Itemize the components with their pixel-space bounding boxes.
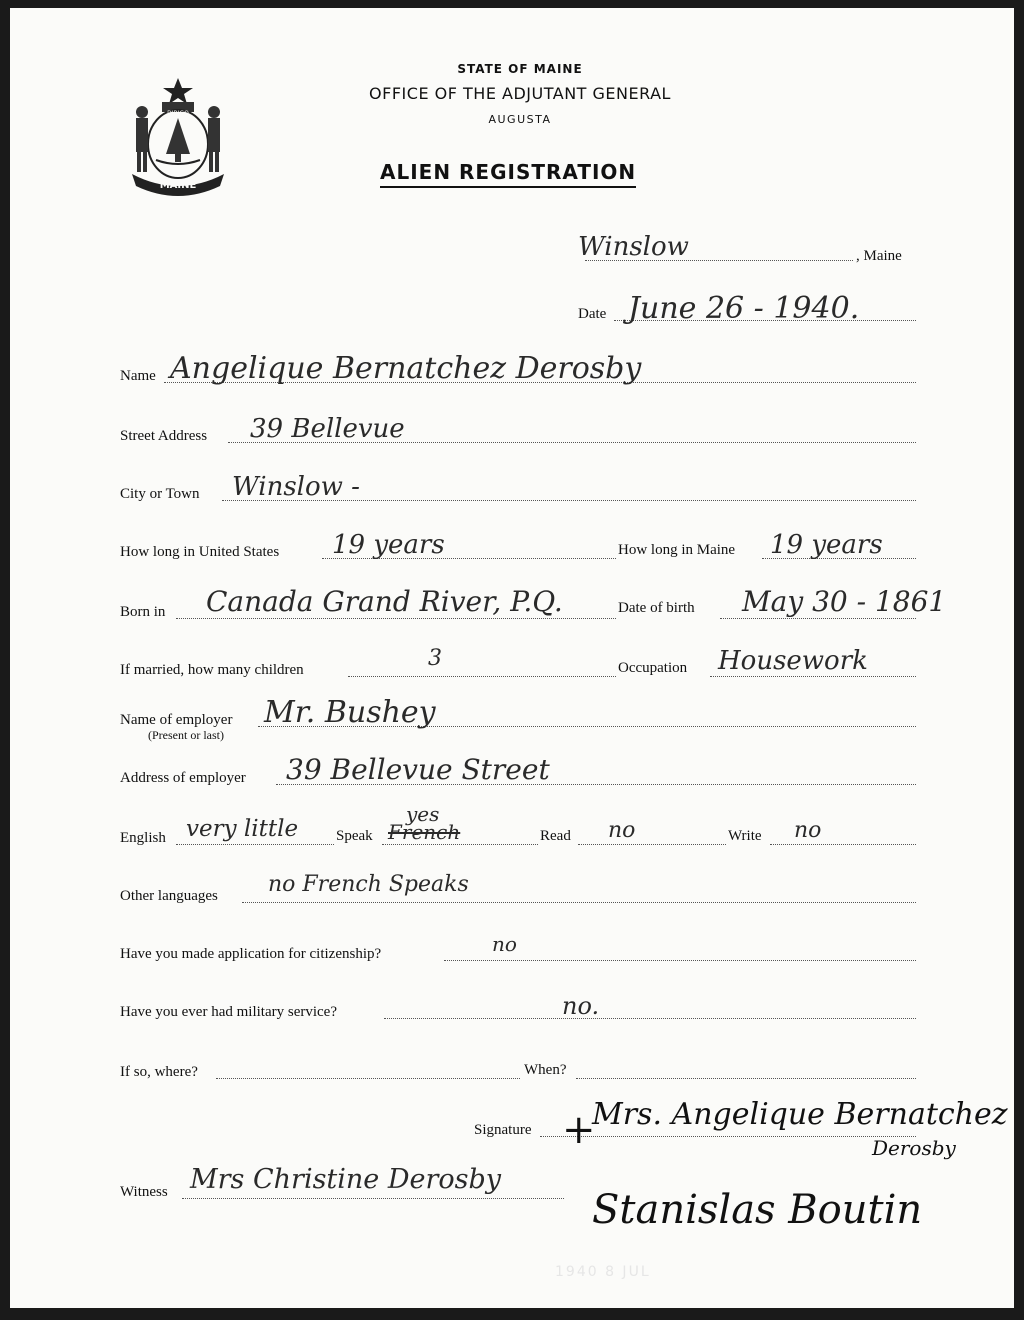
seal-text: MAINE: [159, 180, 197, 191]
city-value: Winslow -: [232, 472, 360, 502]
how-long-maine-value: 19 years: [770, 530, 883, 560]
military-line: [384, 1018, 916, 1019]
town-line: [585, 260, 853, 261]
occupation-value: Housework: [718, 646, 868, 676]
date-label: Date: [578, 306, 607, 322]
where-label: If so, where?: [120, 1064, 198, 1080]
read-label: Read: [540, 828, 571, 844]
children-label: If married, how many children: [120, 662, 304, 678]
occupation-label: Occupation: [618, 660, 688, 676]
speak-value: yes: [406, 802, 440, 826]
signature-label: Signature: [474, 1122, 532, 1138]
citizenship-value: no: [492, 932, 517, 956]
read-value: no: [608, 818, 636, 843]
children-line: [348, 676, 616, 677]
city-heading: AUGUSTA: [488, 113, 552, 126]
english-line: [176, 844, 334, 845]
when-label: When?: [524, 1062, 567, 1078]
citizenship-label: Have you made application for citizenship?: [120, 946, 382, 962]
born-in-label: Born in: [120, 604, 166, 620]
children-value: 3: [428, 646, 442, 671]
street-address-value: 39 Bellevue: [250, 414, 405, 444]
military-label: Have you ever had military service?: [120, 1004, 337, 1020]
when-line: [576, 1078, 916, 1079]
maine-label: , Maine: [856, 248, 902, 264]
name-label: Name: [120, 368, 156, 384]
write-label: Write: [728, 828, 762, 844]
seal-motto: DIRIGO: [167, 110, 189, 117]
witness-value: Mrs Christine Derosby: [190, 1164, 502, 1195]
date-of-birth-line: [720, 618, 916, 619]
born-in-line: [176, 618, 616, 619]
citizenship-line: [444, 960, 916, 961]
born-in-value: Canada Grand River, P.Q.: [206, 585, 563, 618]
speak-label: Speak: [336, 828, 373, 844]
town-value: Winslow: [578, 232, 689, 262]
other-languages-label: Other languages: [120, 888, 218, 904]
english-value: very little: [186, 816, 299, 842]
how-long-maine-label: How long in Maine: [618, 542, 736, 558]
name-value: Angelique Bernatchez Derosby: [170, 351, 642, 386]
witness-signature: Stanislas Boutin: [592, 1187, 923, 1233]
other-languages-value: no French Speaks: [268, 872, 469, 897]
military-value: no.: [562, 992, 600, 1020]
occupation-line: [710, 676, 916, 677]
date-of-birth-value: May 30 - 1861: [742, 585, 947, 618]
signature-value-line2: Derosby: [872, 1136, 956, 1160]
how-long-us-label: How long in United States: [120, 544, 280, 560]
other-languages-line: [242, 902, 916, 903]
witness-line: [182, 1198, 564, 1199]
office-heading: OFFICE OF THE ADJUTANT GENERAL: [369, 84, 671, 103]
speak-struck-value: French: [388, 820, 461, 844]
form-title: ALIEN REGISTRATION: [380, 160, 636, 188]
maine-state-seal: [122, 74, 234, 198]
write-value: no: [794, 818, 822, 843]
received-stamp: 1940 8 JUL: [555, 1264, 651, 1280]
read-line: [578, 844, 726, 845]
write-line: [770, 844, 916, 845]
employer-address-label: Address of employer: [120, 770, 246, 786]
employer-address-value: 39 Bellevue Street: [286, 753, 550, 786]
speak-line: [382, 844, 538, 845]
where-line: [216, 1078, 520, 1079]
registration-form: [10, 8, 1014, 1308]
signature-mark: +: [562, 1107, 596, 1153]
english-label: English: [120, 830, 166, 846]
signature-value: Mrs. Angelique Bernatchez: [592, 1097, 1008, 1132]
city-label: City or Town: [120, 486, 200, 502]
witness-label: Witness: [120, 1184, 168, 1200]
date-value: June 26 - 1940.: [628, 291, 860, 326]
employer-label: Name of employer: [120, 712, 233, 728]
signature-line: [540, 1136, 916, 1137]
present-or-last-note: (Present or last): [148, 728, 224, 742]
how-long-us-value: 19 years: [332, 530, 445, 560]
date-of-birth-label: Date of birth: [618, 600, 695, 616]
street-address-label: Street Address: [120, 428, 208, 444]
employer-value: Mr. Bushey: [264, 695, 436, 730]
state-heading: STATE OF MAINE: [457, 62, 583, 76]
